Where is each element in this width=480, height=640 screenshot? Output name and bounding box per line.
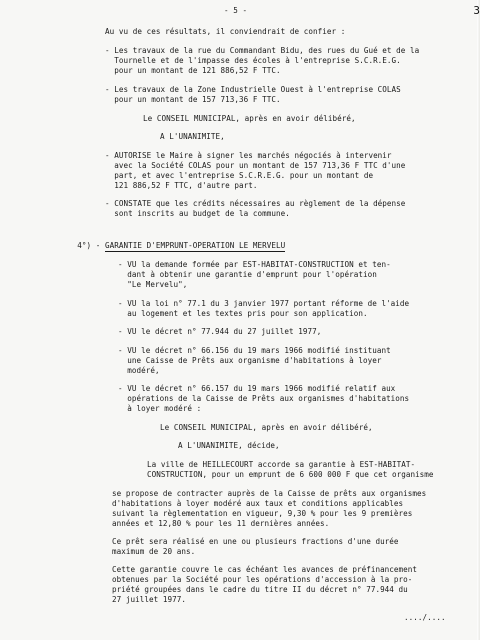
vu-4-line3: modéré, [118, 366, 160, 375]
conseil-line-1: Le CONSEIL MUNICIPAL, après en avoir délibéré, [143, 114, 356, 123]
vu-1-line3: "Le Mervelu", [118, 280, 188, 289]
item-a1-line2: Tournelle et de l'impasse des écoles à l'entreprise S.C.R.E.G. [105, 56, 401, 65]
vu-4-line2: une Caisse de Prêts aux organisme d'habitations à loyer [118, 356, 382, 365]
unanimite-line-2: A L'UNANIMITE, décide, [178, 441, 280, 450]
item-b2-line2: sont inscrits au budget de la commune. [105, 209, 290, 218]
item-a2-line1: - Les travaux de la Zone Industrielle Ouest à l'entreprise COLAS [105, 85, 401, 94]
corner-page-mark: 3 [473, 4, 480, 17]
para3-line3: priété groupées dans le cadre du titre II du décret n° 77.944 du [112, 585, 408, 594]
para2-line2: maximum de 20 ans. [112, 547, 196, 556]
para2-line1: Ce prêt sera réalisé en une ou plusieurs fractions d'une durée [112, 537, 399, 546]
item-a1-line1: - Les travaux de la rue du Commandant Bidu, des rues du Gué et de la [105, 46, 420, 55]
continuation-mark: ..../.... [404, 613, 446, 622]
item-b1-line4: 121 886,52 F TTC, d'autre part. [105, 181, 258, 190]
para1-line4: années et 12,80 % pour les 11 dernières années. [112, 519, 330, 528]
vu-4-line1: - VU le décret n° 66.156 du 19 mars 1966 modifié instituant [118, 346, 391, 355]
ville-line2: CONSTRUCTION, pour un emprunt de 6 600 000 F que cet organisme [147, 470, 434, 479]
vu-3-line1: - VU le décret n° 77.944 du 27 juillet 1977, [118, 327, 322, 336]
vu-5-line1: - VU le décret n° 66.157 du 19 mars 1966 modifié relatif aux [118, 384, 396, 393]
item-b2-line1: - CONSTATE que les crédits nécessaires au règlement de la dépense [105, 199, 406, 208]
item-b1-line1: - AUTORISE le Maire à signer les marchés négociés à intervenir [105, 151, 392, 160]
unanimite-line-1: A L'UNANIMITE, [160, 132, 225, 141]
ville-line1: La ville de HEILLECOURT accorde sa garantie à EST-HABITAT- [147, 460, 416, 469]
para1-line3: suivant la règlementation en vigueur, 9,30 % pour les 9 premières [112, 509, 413, 518]
para3-line2: obtenues par la Société pour les opérations d'accession à la pro- [112, 575, 413, 584]
vu-5-line2: opérations de la Caisse de Prêts aux organismes d'habitations [118, 394, 410, 403]
intro-line: Au vu de ces résultats, il conviendrait de confier : [105, 27, 346, 36]
para1-line1: se propose de contracter auprès de la Caisse de prêts aux organismes [112, 489, 427, 498]
section-title: GARANTIE D'EMPRUNT-OPERATION LE MERVELU [104, 240, 286, 250]
item-a2-line2: pour un montant de 157 713,36 F TTC. [105, 95, 281, 104]
vu-2-line2: au logement et les textes pris pour son application. [118, 309, 368, 318]
vu-2-line1: - VU la loi n° 77.1 du 3 janvier 1977 portant réforme de l'aide [118, 299, 410, 308]
section-number: 4°) - [77, 240, 105, 250]
item-b1-line3: part, et avec l'entreprise S.C.R.E.G. pour un montant de [105, 171, 374, 180]
vu-1-line1: - VU la demande formée par EST-HABITAT-CONSTRUCTION et ten- [118, 260, 391, 269]
item-b1-line2: avec la Société COLAS pour un montant de 157 713,36 F TTC d'une [105, 161, 406, 170]
vu-1-line2: dant à obtenir une garantie d'emprunt pour l'opération [118, 270, 377, 279]
item-a1-line3: pour un montant de 121 886,52 F TTC. [105, 66, 281, 75]
page-number: - 5 - [224, 6, 248, 15]
para1-line2: d'habitations à loyer modéré aux taux et conditions applicables [112, 499, 404, 508]
para3-line4: 27 juillet 1977. [112, 595, 186, 604]
para3-line1: Cette garantie couvre le cas échéant les avances de préfinancement [112, 565, 418, 574]
section-heading [68, 234, 285, 249]
conseil-line-2: Le CONSEIL MUNICIPAL, après en avoir délibéré, [160, 423, 373, 432]
vu-5-line3: à loyer modéré : [118, 404, 202, 413]
